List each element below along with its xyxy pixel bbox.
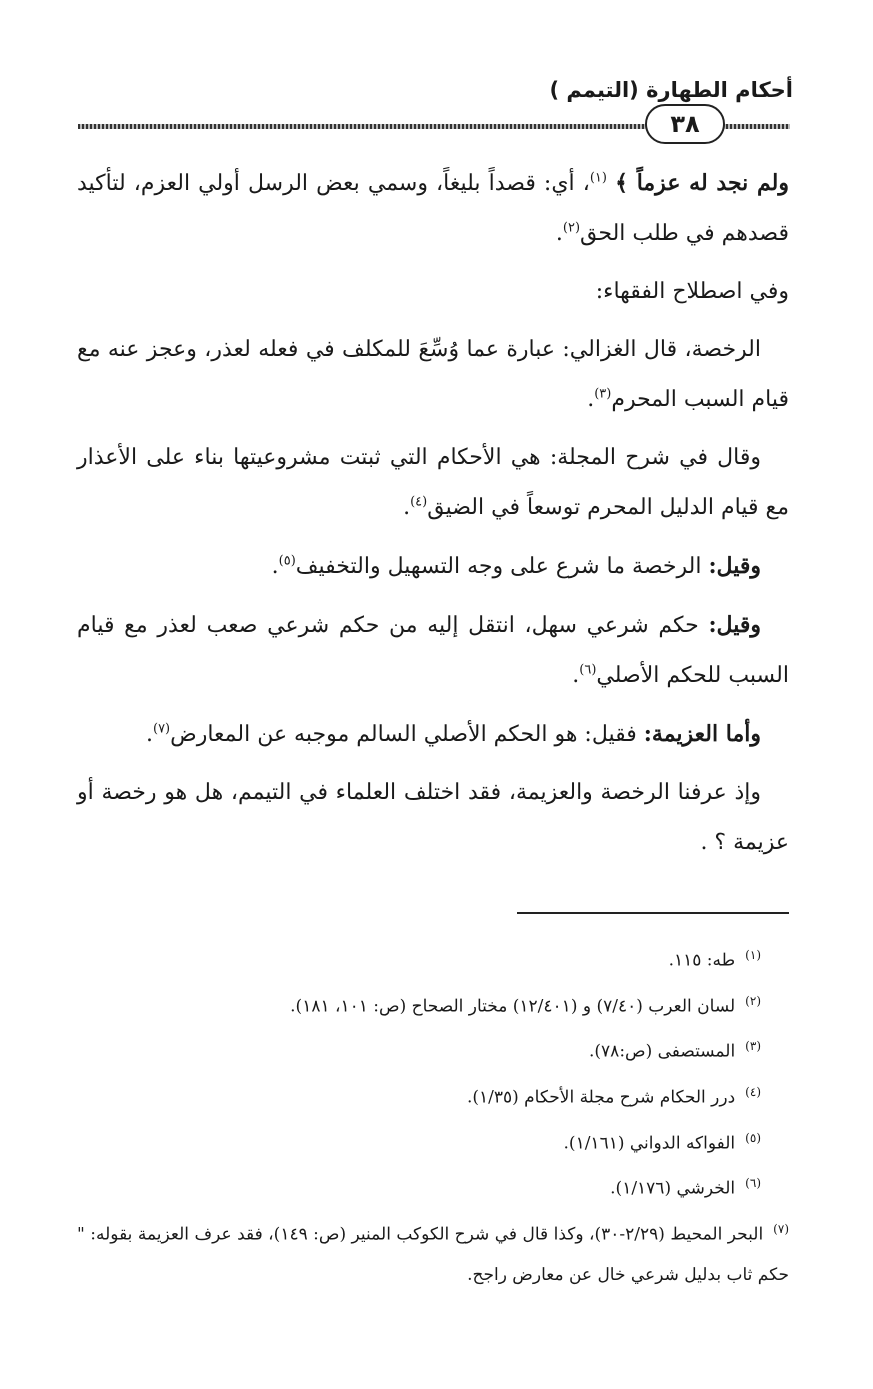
paragraph-6: وقيل: حكم شرعي سهل، انتقل إليه من حكم شرعي صعب لعذر مع قيام السبب للحكم الأصلي$^{(٦)}$. (77, 612, 789, 688)
footnote-6: $^{(٦)}$الخرشي (١/١٧٦). (610, 1176, 761, 1199)
paragraph-3: الرخصة، قال الغزالي: عبارة عما وُسِّعَ للمكلف في فعله لعذر، وعجز عنه مع قيام السبب المحرم$^{(٣)}$. (77, 337, 789, 412)
footnote-2: $^{(٢)}$لسان العرب (٧/٤٠) و (١٢/٤٠١) مختار الصحاح (ص: ١٠١، ١٨١). (290, 993, 761, 1017)
footnotes (77, 935, 789, 1295)
footnote-4: $^{(٤)}$درر الحكام شرح مجلة الأحكام (١/٣٥). (466, 1084, 761, 1108)
paragraph-7: وأما العزيمة: فقيل: هو الحكم الأصلي السالم موجبه عن المعارض$^{(٧)}$. (145, 721, 761, 747)
footnote-3: $^{(٣)}$المستصفى (ص:٧٨). (589, 1039, 761, 1062)
footnote-ref-7: (٧) (152, 721, 171, 737)
page-number: ٣٨ (645, 104, 725, 144)
main-text (77, 158, 789, 876)
footnote-ref-6: (٦) (579, 662, 597, 678)
footnote-ref-2: (٢) (562, 220, 581, 236)
running-header-title: أحكام الطهارة (التيمم ) (549, 78, 793, 102)
paragraph-1: ولم نجد له عزماً ﴾ $^{(١)}$، أي: قصداً بليغاً، وسمي بعض الرسل أولي العزم، لتأكيد قصدهم في طلب الحق$^{(٢)}$. (77, 170, 789, 246)
footnote-5: $^{(٥)}$الفواكه الدواني (١/١٦١). (563, 1130, 761, 1154)
footnote-7: $^{(٧)}$البحر المحيط (٢/٢٩-٣٠)، وكذا قال في شرح الكوكب المنير (ص: ١٤٩)، فقد عرف العزيمة بقوله: " حكم ثاب بدليل شرعي خال عن معارض راجح. (77, 1221, 789, 1285)
section-heading: وفي اصطلاح الفقهاء: (595, 279, 789, 304)
footnote-ref-3: (٣) (594, 386, 612, 402)
paragraph-4: وقال في شرح المجلة: هي الأحكام التي ثبتت مشروعيتها بناء على الأعذار مع قيام الدليل المحرم توسعاً في الضيق$^{(٤)}$. (77, 445, 789, 520)
footnote-ref-1: (١) (589, 170, 607, 186)
footnote-ref-5: (٥) (278, 553, 296, 569)
quran-quote: ولم نجد له عزماً ﴾ (615, 170, 789, 196)
footnote-separator (517, 912, 789, 914)
paragraph-2 (77, 267, 789, 317)
paragraph-text: ، أي: قصداً بليغاً، وسمي بعض الرسل أولي العزم، لتأكيد قصدهم في طلب الحق (77, 171, 789, 246)
paragraph-8: وإذ عرفنا الرخصة والعزيمة، فقد اختلف العلماء في التيمم، هل هو رخصة أو عزيمة ؟ . (77, 780, 789, 855)
paragraph-5: وقيل: الرخصة ما شرع على وجه التسهيل والتخفيف$^{(٥)}$. (271, 553, 761, 579)
footnote-ref-4: (٤) (410, 494, 428, 510)
footnote-1: $^{(١)}$طه: ١١٥. (668, 948, 761, 971)
